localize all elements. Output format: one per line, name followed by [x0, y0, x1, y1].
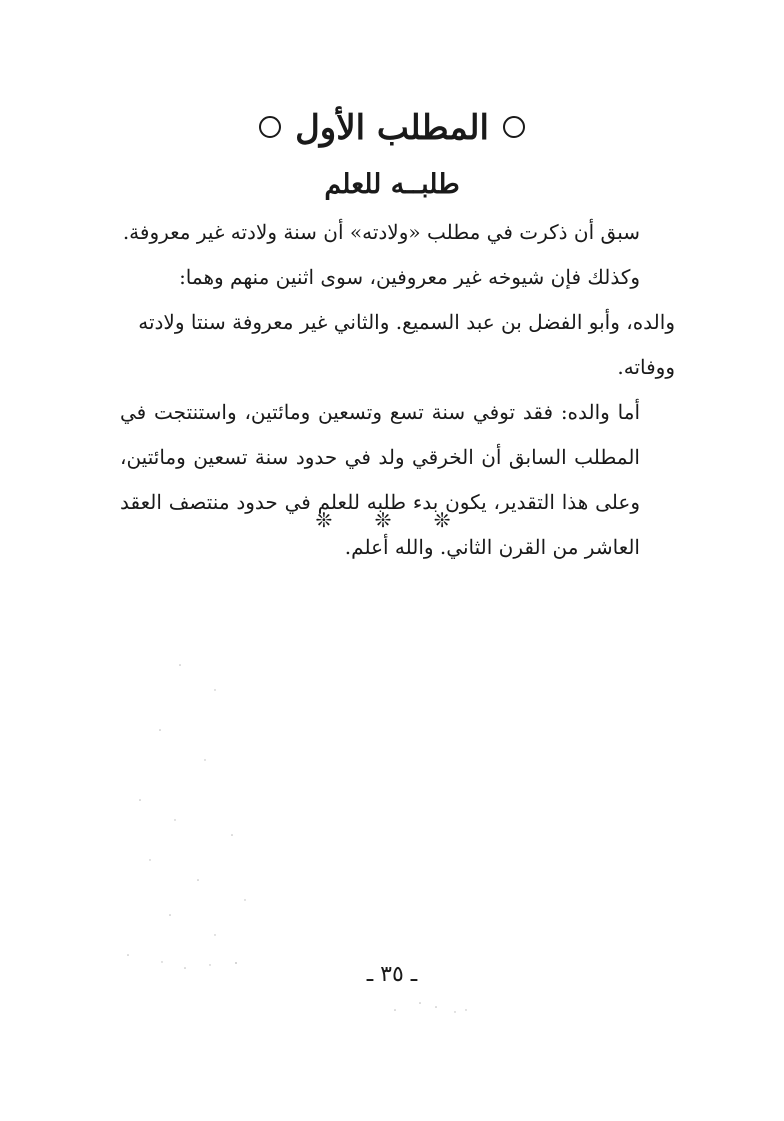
paragraph-2: وكذلك فإن شيوخه غير معروفين، سوى اثنين منهم وهما: [179, 265, 640, 289]
paragraph-3: والده، وأبو الفضل بن عبد السميع. والثاني غير معروفة سنتا ولادته ووفاته. [138, 310, 675, 379]
page-number: ـ ٣٥ ـ [366, 962, 418, 987]
paragraph-4: أما والده: فقد توفي سنة تسع وتسعين ومائتين، واستنتجت في المطلب السابق أن الخرقي ولد في حدود سنة تسعين ومائتين، وعلى هذا التقدير، يكون بدء طلبه للعلم في حدود منتصف العقد العاشر من القرن الثاني. والله أعلم. [120, 400, 640, 559]
section-title-text: المطلب الأول [295, 108, 489, 148]
section-subtitle: طلبــه للعلم [324, 169, 460, 200]
circle-ornament-icon [259, 116, 281, 138]
section-title [0, 98, 784, 158]
paragraph-1: سبق أن ذكرت في مطلب «ولادته» أن سنة ولادته غير معروفة. [122, 220, 640, 244]
circle-ornament-icon [503, 116, 525, 138]
section-separator-stars: ❊ ❊ ❊ [315, 508, 469, 532]
